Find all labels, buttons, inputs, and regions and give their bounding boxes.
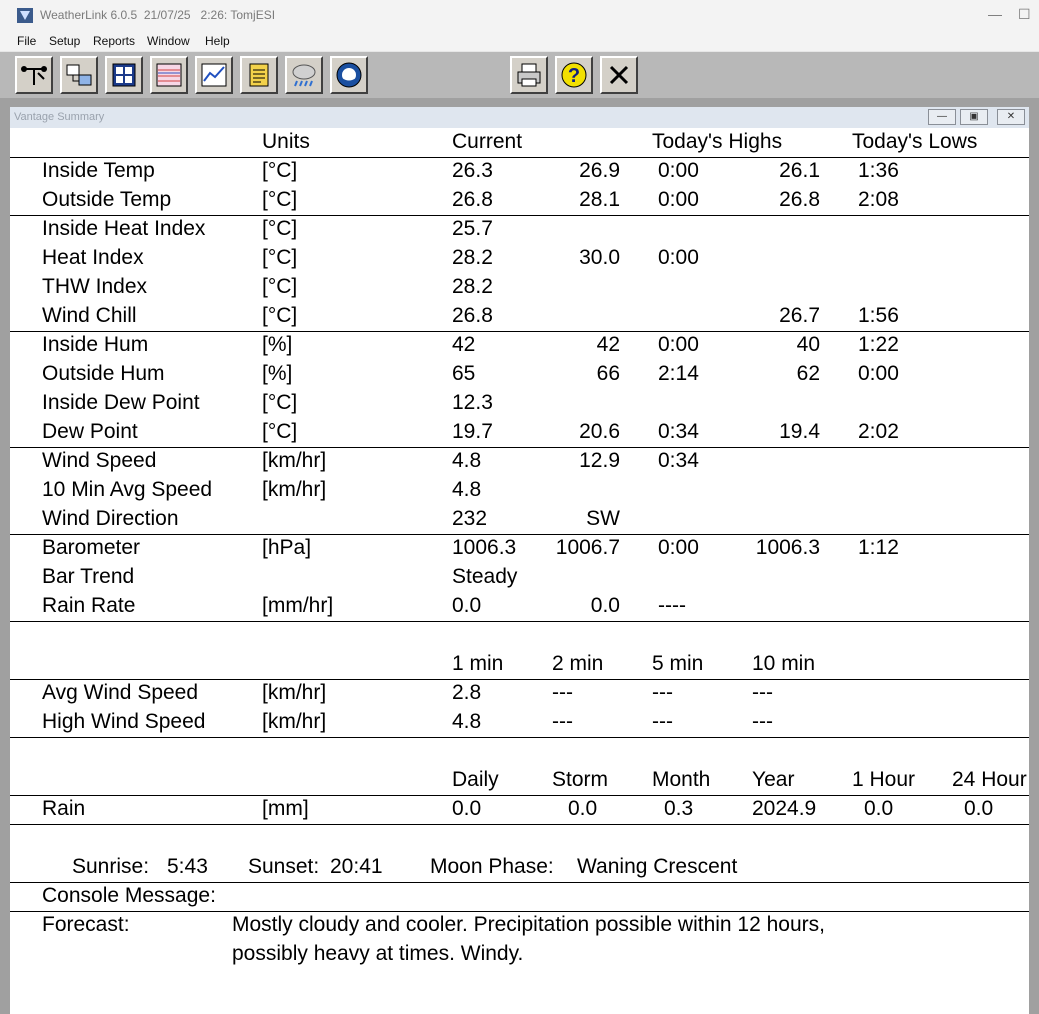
dew-point-high-time: 0:34 <box>658 420 699 443</box>
rain-1hour: 0.0 <box>864 797 894 820</box>
child-window-title: Vantage Summary <box>14 111 105 123</box>
wind-direction-current: 232 <box>452 507 488 530</box>
inside-heat-index-current: 25.7 <box>452 217 493 240</box>
header-todays-highs: Today's Highs <box>652 130 783 153</box>
divider <box>10 331 1029 332</box>
inside-heat-index-label: Inside Heat Index <box>42 217 206 240</box>
inside-temp-units: [°C] <box>262 159 298 182</box>
rain-units: [mm] <box>262 797 309 820</box>
inside-temp-current: 26.3 <box>452 159 493 182</box>
wind-avg-header-2min: 2 min <box>552 652 604 675</box>
divider <box>10 157 1029 158</box>
help-icon <box>560 61 588 89</box>
barometer-high-time: 0:00 <box>658 536 699 559</box>
wind-direction-high: SW <box>586 507 620 530</box>
outside-hum-high: 66 <box>596 362 620 385</box>
avg-wind-speed-units: [km/hr] <box>262 681 327 704</box>
rain-storm: 0.0 <box>568 797 598 820</box>
wind-avg-header-5min: 5 min <box>652 652 704 675</box>
forecast-label: Forecast: <box>42 913 130 936</box>
avg-wind-speed-1min: 2.8 <box>452 681 482 704</box>
outside-temp-label: Outside Temp <box>42 188 172 211</box>
vantage-summary-titlebar <box>10 107 1029 128</box>
high-wind-speed-5min: --- <box>652 710 673 733</box>
minimize-button[interactable]: — <box>988 6 1002 22</box>
dew-point-high: 20.6 <box>579 420 620 443</box>
inside-hum-low-time: 1:22 <box>858 333 899 356</box>
divider <box>10 882 1029 883</box>
download-icon <box>65 61 93 89</box>
rain-header-24hour: 24 Hour <box>952 768 1027 791</box>
wind-chill-current: 26.8 <box>452 304 493 327</box>
rain-header-month: Month <box>652 768 711 791</box>
header-units: Units <box>262 130 310 153</box>
menu-bar <box>0 31 1039 51</box>
barometer-label: Barometer <box>42 536 141 559</box>
barometer-units: [hPa] <box>262 536 312 559</box>
inside-temp-low-time: 1:36 <box>858 159 899 182</box>
rain-header-year: Year <box>752 768 795 791</box>
outside-temp-low: 26.8 <box>779 188 820 211</box>
graph-icon <box>200 61 228 89</box>
wind-chill-low: 26.7 <box>779 304 820 327</box>
high-wind-speed-label: High Wind Speed <box>42 710 206 733</box>
barometer-low-time: 1:12 <box>858 536 899 559</box>
sunrise-label: Sunrise: <box>72 855 150 878</box>
rain-24hour: 0.0 <box>964 797 994 820</box>
divider <box>10 215 1029 216</box>
wind-chill-label: Wind Chill <box>42 304 137 327</box>
barometer-current: 1006.3 <box>452 536 517 559</box>
inside-temp-label: Inside Temp <box>42 159 155 182</box>
notepad-icon <box>245 61 273 89</box>
anemometer-button[interactable] <box>15 56 53 94</box>
notepad-button[interactable] <box>240 56 278 94</box>
barometer-low: 1006.3 <box>755 536 820 559</box>
rain-rate-high-time: ---- <box>658 594 686 617</box>
menu-help[interactable]: Help <box>205 34 230 48</box>
child-close-button[interactable]: ✕ <box>997 109 1025 125</box>
divider <box>10 534 1029 535</box>
sunset-label: Sunset: <box>248 855 320 878</box>
divider <box>10 737 1029 738</box>
dew-point-current: 19.7 <box>452 420 493 443</box>
weatherlink-app-icon <box>17 8 33 23</box>
wind-speed-units: [km/hr] <box>262 449 327 472</box>
inside-heat-index-units: [°C] <box>262 217 298 240</box>
rain-cloud-icon <box>290 61 318 89</box>
10-min-avg-speed-units: [km/hr] <box>262 478 327 501</box>
rain-year: 2024.9 <box>752 797 817 820</box>
inside-hum-units: [%] <box>262 333 293 356</box>
inside-temp-low: 26.1 <box>779 159 820 182</box>
noaa-icon <box>335 61 363 89</box>
inside-hum-high-time: 0:00 <box>658 333 699 356</box>
outside-hum-high-time: 2:14 <box>658 362 699 385</box>
high-wind-speed-10min: --- <box>752 710 773 733</box>
high-wind-speed-1min: 4.8 <box>452 710 482 733</box>
wind-speed-label: Wind Speed <box>42 449 157 472</box>
heat-index-high-time: 0:00 <box>658 246 699 269</box>
outside-hum-low: 62 <box>796 362 820 385</box>
rain-header-daily: Daily <box>452 768 499 791</box>
title-bar <box>0 0 1039 31</box>
sunset-value: 20:41 <box>330 855 383 878</box>
close-button[interactable] <box>600 56 638 94</box>
bar-trend-label: Bar Trend <box>42 565 135 588</box>
dew-point-low-time: 2:02 <box>858 420 899 443</box>
rain-rate-label: Rain Rate <box>42 594 136 617</box>
high-wind-speed-2min: --- <box>552 710 573 733</box>
menu-reports[interactable]: Reports <box>93 34 136 48</box>
avg-wind-speed-label: Avg Wind Speed <box>42 681 199 704</box>
inside-dew-point-label: Inside Dew Point <box>42 391 200 414</box>
inside-hum-high: 42 <box>596 333 620 356</box>
menu-file[interactable]: File <box>17 34 37 48</box>
thw-index-current: 28.2 <box>452 275 493 298</box>
moon-phase-label: Moon Phase: <box>430 855 554 878</box>
menu-setup[interactable]: Setup <box>49 34 81 48</box>
child-minimize-button[interactable]: — <box>928 109 956 125</box>
avg-wind-speed-5min: --- <box>652 681 673 704</box>
inside-temp-high: 26.9 <box>579 159 620 182</box>
outside-temp-low-time: 2:08 <box>858 188 899 211</box>
rain-rate-units: [mm/hr] <box>262 594 334 617</box>
divider <box>10 795 1029 796</box>
wind-direction-label: Wind Direction <box>42 507 179 530</box>
bulletin-button[interactable] <box>105 56 143 94</box>
header-current: Current <box>452 130 523 153</box>
thw-index-label: THW Index <box>42 275 148 298</box>
svg-text:?: ? <box>567 65 581 87</box>
rain-rate-current: 0.0 <box>452 594 482 617</box>
inside-temp-high-time: 0:00 <box>658 159 699 182</box>
print-button[interactable] <box>510 56 548 94</box>
bulletin-icon <box>110 61 138 89</box>
help-button[interactable] <box>555 56 593 94</box>
window-title: WeatherLink 6.0.5 21/07/25 2:26: TomjESI <box>40 8 276 22</box>
inside-dew-point-units: [°C] <box>262 391 298 414</box>
anemometer-icon <box>20 61 48 89</box>
print-icon <box>515 61 543 89</box>
header-todays-lows: Today's Lows <box>852 130 978 153</box>
forecast-line-2: possibly heavy at times. Windy. <box>232 942 524 965</box>
vantage-summary-panel <box>10 128 1029 1014</box>
outside-temp-units: [°C] <box>262 188 298 211</box>
rain-header-storm: Storm <box>552 768 609 791</box>
rain-daily: 0.0 <box>452 797 482 820</box>
divider <box>10 621 1029 622</box>
wind-avg-header-1min: 1 min <box>452 652 504 675</box>
barometer-high: 1006.7 <box>555 536 620 559</box>
outside-hum-current: 65 <box>452 362 476 385</box>
heat-index-units: [°C] <box>262 246 298 269</box>
outside-hum-units: [%] <box>262 362 293 385</box>
10-min-avg-speed-label: 10 Min Avg Speed <box>42 478 213 501</box>
strip-chart-button[interactable] <box>150 56 188 94</box>
10-min-avg-speed-current: 4.8 <box>452 478 482 501</box>
heat-index-current: 28.2 <box>452 246 493 269</box>
wind-avg-header-10min: 10 min <box>752 652 816 675</box>
inside-hum-current: 42 <box>452 333 476 356</box>
rain-label: Rain <box>42 797 86 820</box>
wind-speed-current: 4.8 <box>452 449 482 472</box>
download-button[interactable] <box>60 56 98 94</box>
outside-hum-low-time: 0:00 <box>858 362 899 385</box>
high-wind-speed-units: [km/hr] <box>262 710 327 733</box>
outside-hum-label: Outside Hum <box>42 362 165 385</box>
child-restore-button[interactable]: ▣ <box>960 109 988 125</box>
bar-trend-current: Steady <box>452 565 518 588</box>
forecast-line-1: Mostly cloudy and cooler. Precipitation possible within 12 hours, <box>232 913 825 936</box>
wind-chill-low-time: 1:56 <box>858 304 899 327</box>
wind-chill-units: [°C] <box>262 304 298 327</box>
moon-phase-value: Waning Crescent <box>577 855 738 878</box>
wind-speed-high: 12.9 <box>579 449 620 472</box>
avg-wind-speed-2min: --- <box>552 681 573 704</box>
divider <box>10 911 1029 912</box>
maximize-button[interactable]: ☐ <box>1018 6 1031 22</box>
outside-temp-high: 28.1 <box>579 188 620 211</box>
divider <box>10 447 1029 448</box>
toolbar <box>0 51 1039 99</box>
rain-rate-high: 0.0 <box>590 594 620 617</box>
rain-month: 0.3 <box>664 797 694 820</box>
close-icon <box>605 61 633 89</box>
inside-dew-point-current: 12.3 <box>452 391 493 414</box>
divider <box>10 679 1029 680</box>
outside-temp-current: 26.8 <box>452 188 493 211</box>
sunrise-value: 5:43 <box>167 855 208 878</box>
divider <box>10 824 1029 825</box>
dew-point-low: 19.4 <box>779 420 820 443</box>
outside-temp-high-time: 0:00 <box>658 188 699 211</box>
heat-index-high: 30.0 <box>579 246 620 269</box>
avg-wind-speed-10min: --- <box>752 681 773 704</box>
wind-speed-high-time: 0:34 <box>658 449 699 472</box>
graph-button[interactable] <box>195 56 233 94</box>
console-message-label: Console Message: <box>42 884 216 907</box>
heat-index-label: Heat Index <box>42 246 144 269</box>
thw-index-units: [°C] <box>262 275 298 298</box>
dew-point-label: Dew Point <box>42 420 138 443</box>
rain-header-1hour: 1 Hour <box>852 768 916 791</box>
inside-hum-low: 40 <box>796 333 820 356</box>
noaa-button[interactable] <box>330 56 368 94</box>
inside-hum-label: Inside Hum <box>42 333 149 356</box>
dew-point-units: [°C] <box>262 420 298 443</box>
strip-chart-icon <box>155 61 183 89</box>
menu-window[interactable]: Window <box>147 34 190 48</box>
rain-cloud-button[interactable] <box>285 56 323 94</box>
